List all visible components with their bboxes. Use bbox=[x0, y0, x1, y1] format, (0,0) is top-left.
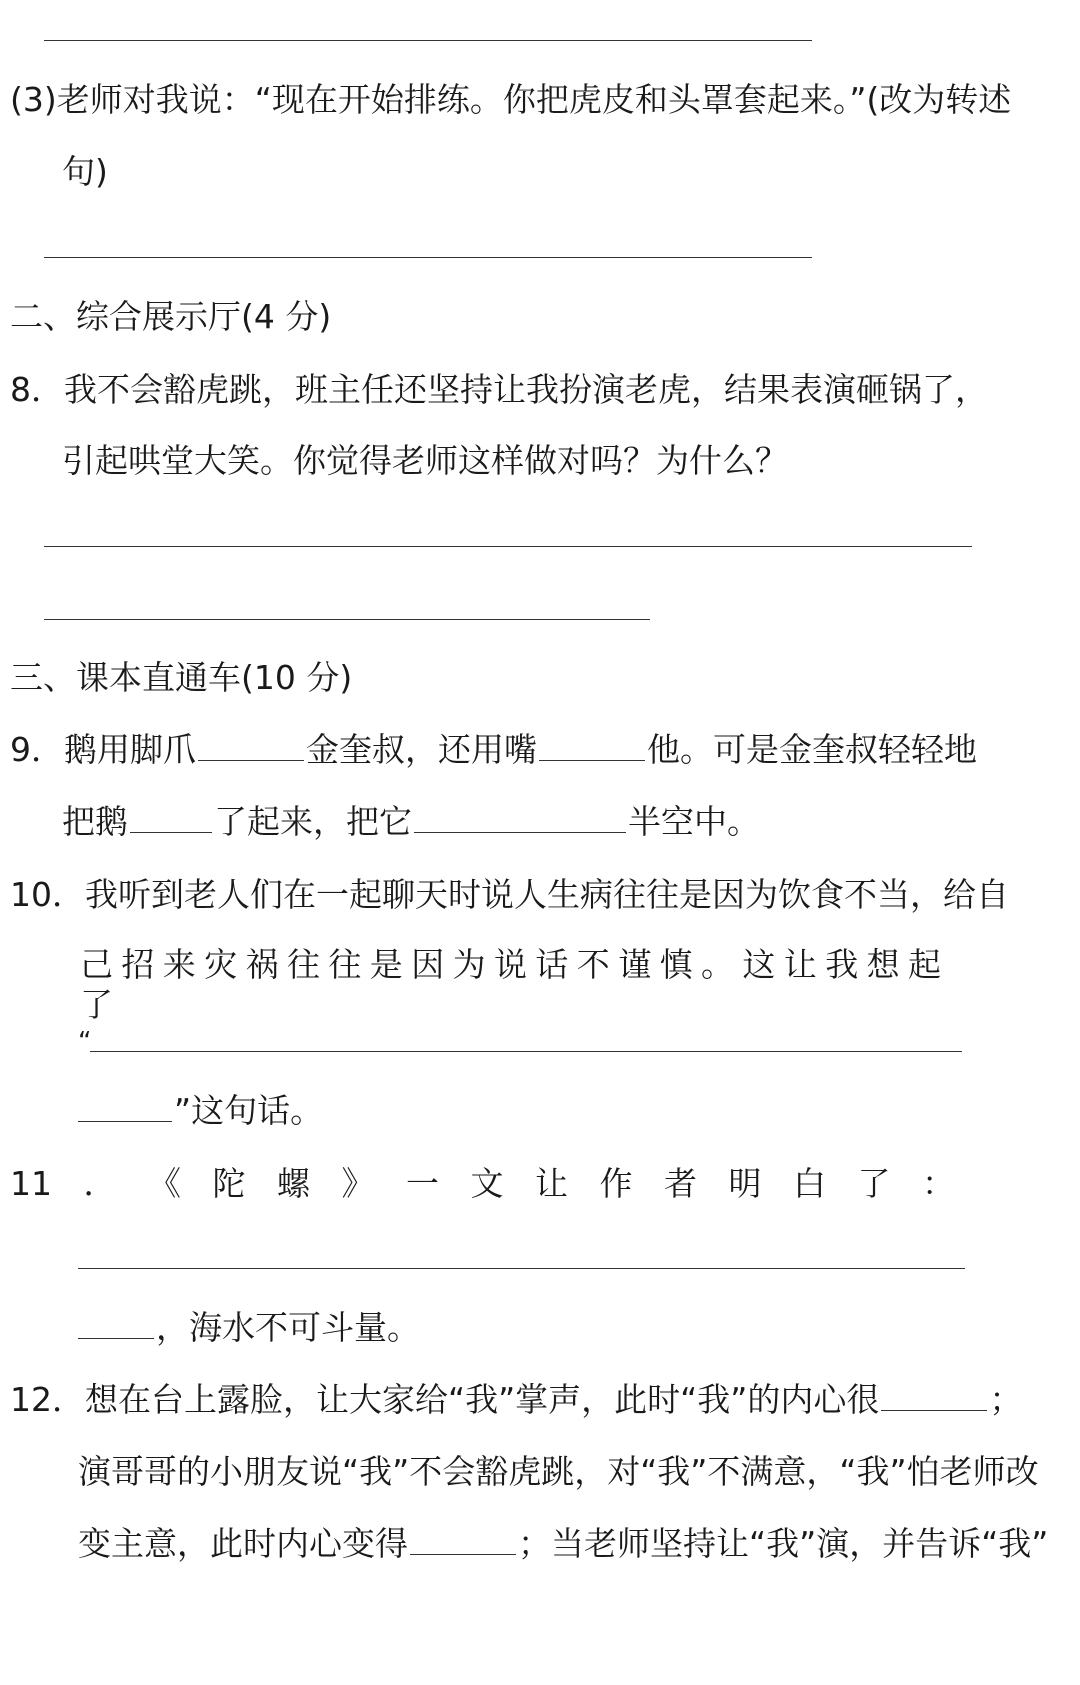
question-text: 鹅用脚爪 bbox=[64, 730, 196, 769]
question-text: 12．想在台上露脸，让大家给“我”掌声，此时“我”的内心很 bbox=[10, 1380, 880, 1419]
question-char: 《 bbox=[148, 1164, 181, 1203]
question-char: 了 bbox=[857, 1164, 891, 1203]
question-10-line-1: 10．我听到老人们在一起聊天时说人生病往往是因为饮食不当，给自 bbox=[10, 875, 1009, 914]
section-3-heading: 三、课本直通车(10 分) bbox=[10, 658, 353, 697]
question-char: 者 bbox=[664, 1164, 697, 1203]
question-text: 己招来灾祸往往是因为说话不谨慎。这让我想起了 bbox=[80, 945, 950, 1024]
section-2-heading: 二、综合展示厅(4 分) bbox=[10, 297, 332, 336]
question-text: 他。可是金奎叔轻轻地 bbox=[647, 730, 977, 769]
answer-line[interactable] bbox=[78, 1268, 965, 1269]
question-text: 了起来，把它 bbox=[214, 802, 412, 841]
open-quote: “ bbox=[78, 1027, 92, 1057]
question-text: 半空中。 bbox=[628, 802, 760, 841]
question-char: 螺 bbox=[277, 1164, 310, 1203]
question-text: 金奎叔，还用嘴 bbox=[306, 730, 537, 769]
question-7-3-line-1: (3)老师对我说：“现在开始排练。你把虎皮和头罩套起来。”(改为转述 bbox=[10, 80, 1012, 119]
question-11-line-1 bbox=[10, 1164, 955, 1204]
fill-blank[interactable] bbox=[539, 760, 645, 761]
answer-line[interactable] bbox=[44, 257, 812, 258]
question-char: 明 bbox=[728, 1164, 762, 1203]
fill-blank[interactable] bbox=[881, 1410, 987, 1411]
question-text: ”这句话。 bbox=[174, 1091, 324, 1130]
question-char: 》 bbox=[341, 1164, 375, 1203]
answer-line[interactable] bbox=[44, 546, 972, 547]
answer-line[interactable] bbox=[90, 1051, 962, 1052]
question-12-line-3 bbox=[78, 1524, 1048, 1564]
question-text: 变主意，此时内心变得 bbox=[78, 1524, 408, 1563]
question-8-line-1: 8．我不会豁虎跳，班主任还坚持让我扮演老虎，结果表演砸锅了， bbox=[10, 370, 988, 409]
question-7-3-line-2: 句) bbox=[62, 152, 108, 191]
question-char: 白 bbox=[793, 1164, 826, 1203]
question-12-line-2: 演哥哥的小朋友说“我”不会豁虎跳，对“我”不满意，“我”怕老师改 bbox=[78, 1452, 1039, 1491]
question-text: 把鹅 bbox=[62, 802, 128, 841]
fill-blank[interactable] bbox=[78, 1338, 154, 1339]
fill-blank[interactable] bbox=[78, 1121, 172, 1122]
question-text: ，海水不可斗量。 bbox=[156, 1308, 420, 1347]
question-9-line-2 bbox=[62, 802, 760, 842]
question-number: 9． bbox=[10, 730, 64, 769]
question-text: ； bbox=[989, 1380, 1023, 1419]
answer-line[interactable] bbox=[44, 619, 650, 620]
question-char: 一 bbox=[406, 1164, 439, 1203]
fill-blank[interactable] bbox=[410, 1554, 516, 1555]
question-12-line-1 bbox=[10, 1380, 1022, 1420]
question-number: 11 bbox=[10, 1164, 52, 1203]
question-8-line-2: 引起哄堂大笑。你觉得老师这样做对吗？为什么？ bbox=[62, 441, 788, 480]
question-char: 文 bbox=[470, 1164, 504, 1203]
question-char: 让 bbox=[535, 1164, 568, 1203]
question-text: ；当老师坚持让“我”演，并告诉“我” bbox=[518, 1524, 1049, 1563]
answer-line[interactable] bbox=[44, 40, 812, 41]
fill-blank[interactable] bbox=[130, 832, 212, 833]
question-9-line-1 bbox=[10, 730, 977, 770]
question-char: 作 bbox=[599, 1164, 633, 1203]
question-char: ： bbox=[922, 1164, 955, 1203]
question-10-line-4 bbox=[78, 1091, 323, 1131]
question-11-line-3 bbox=[78, 1308, 420, 1348]
question-10-line-2 bbox=[80, 945, 972, 1025]
fill-blank[interactable] bbox=[198, 760, 304, 761]
question-char: 陀 bbox=[212, 1164, 246, 1203]
fill-blank[interactable] bbox=[414, 832, 626, 833]
question-char: ． bbox=[83, 1164, 117, 1203]
